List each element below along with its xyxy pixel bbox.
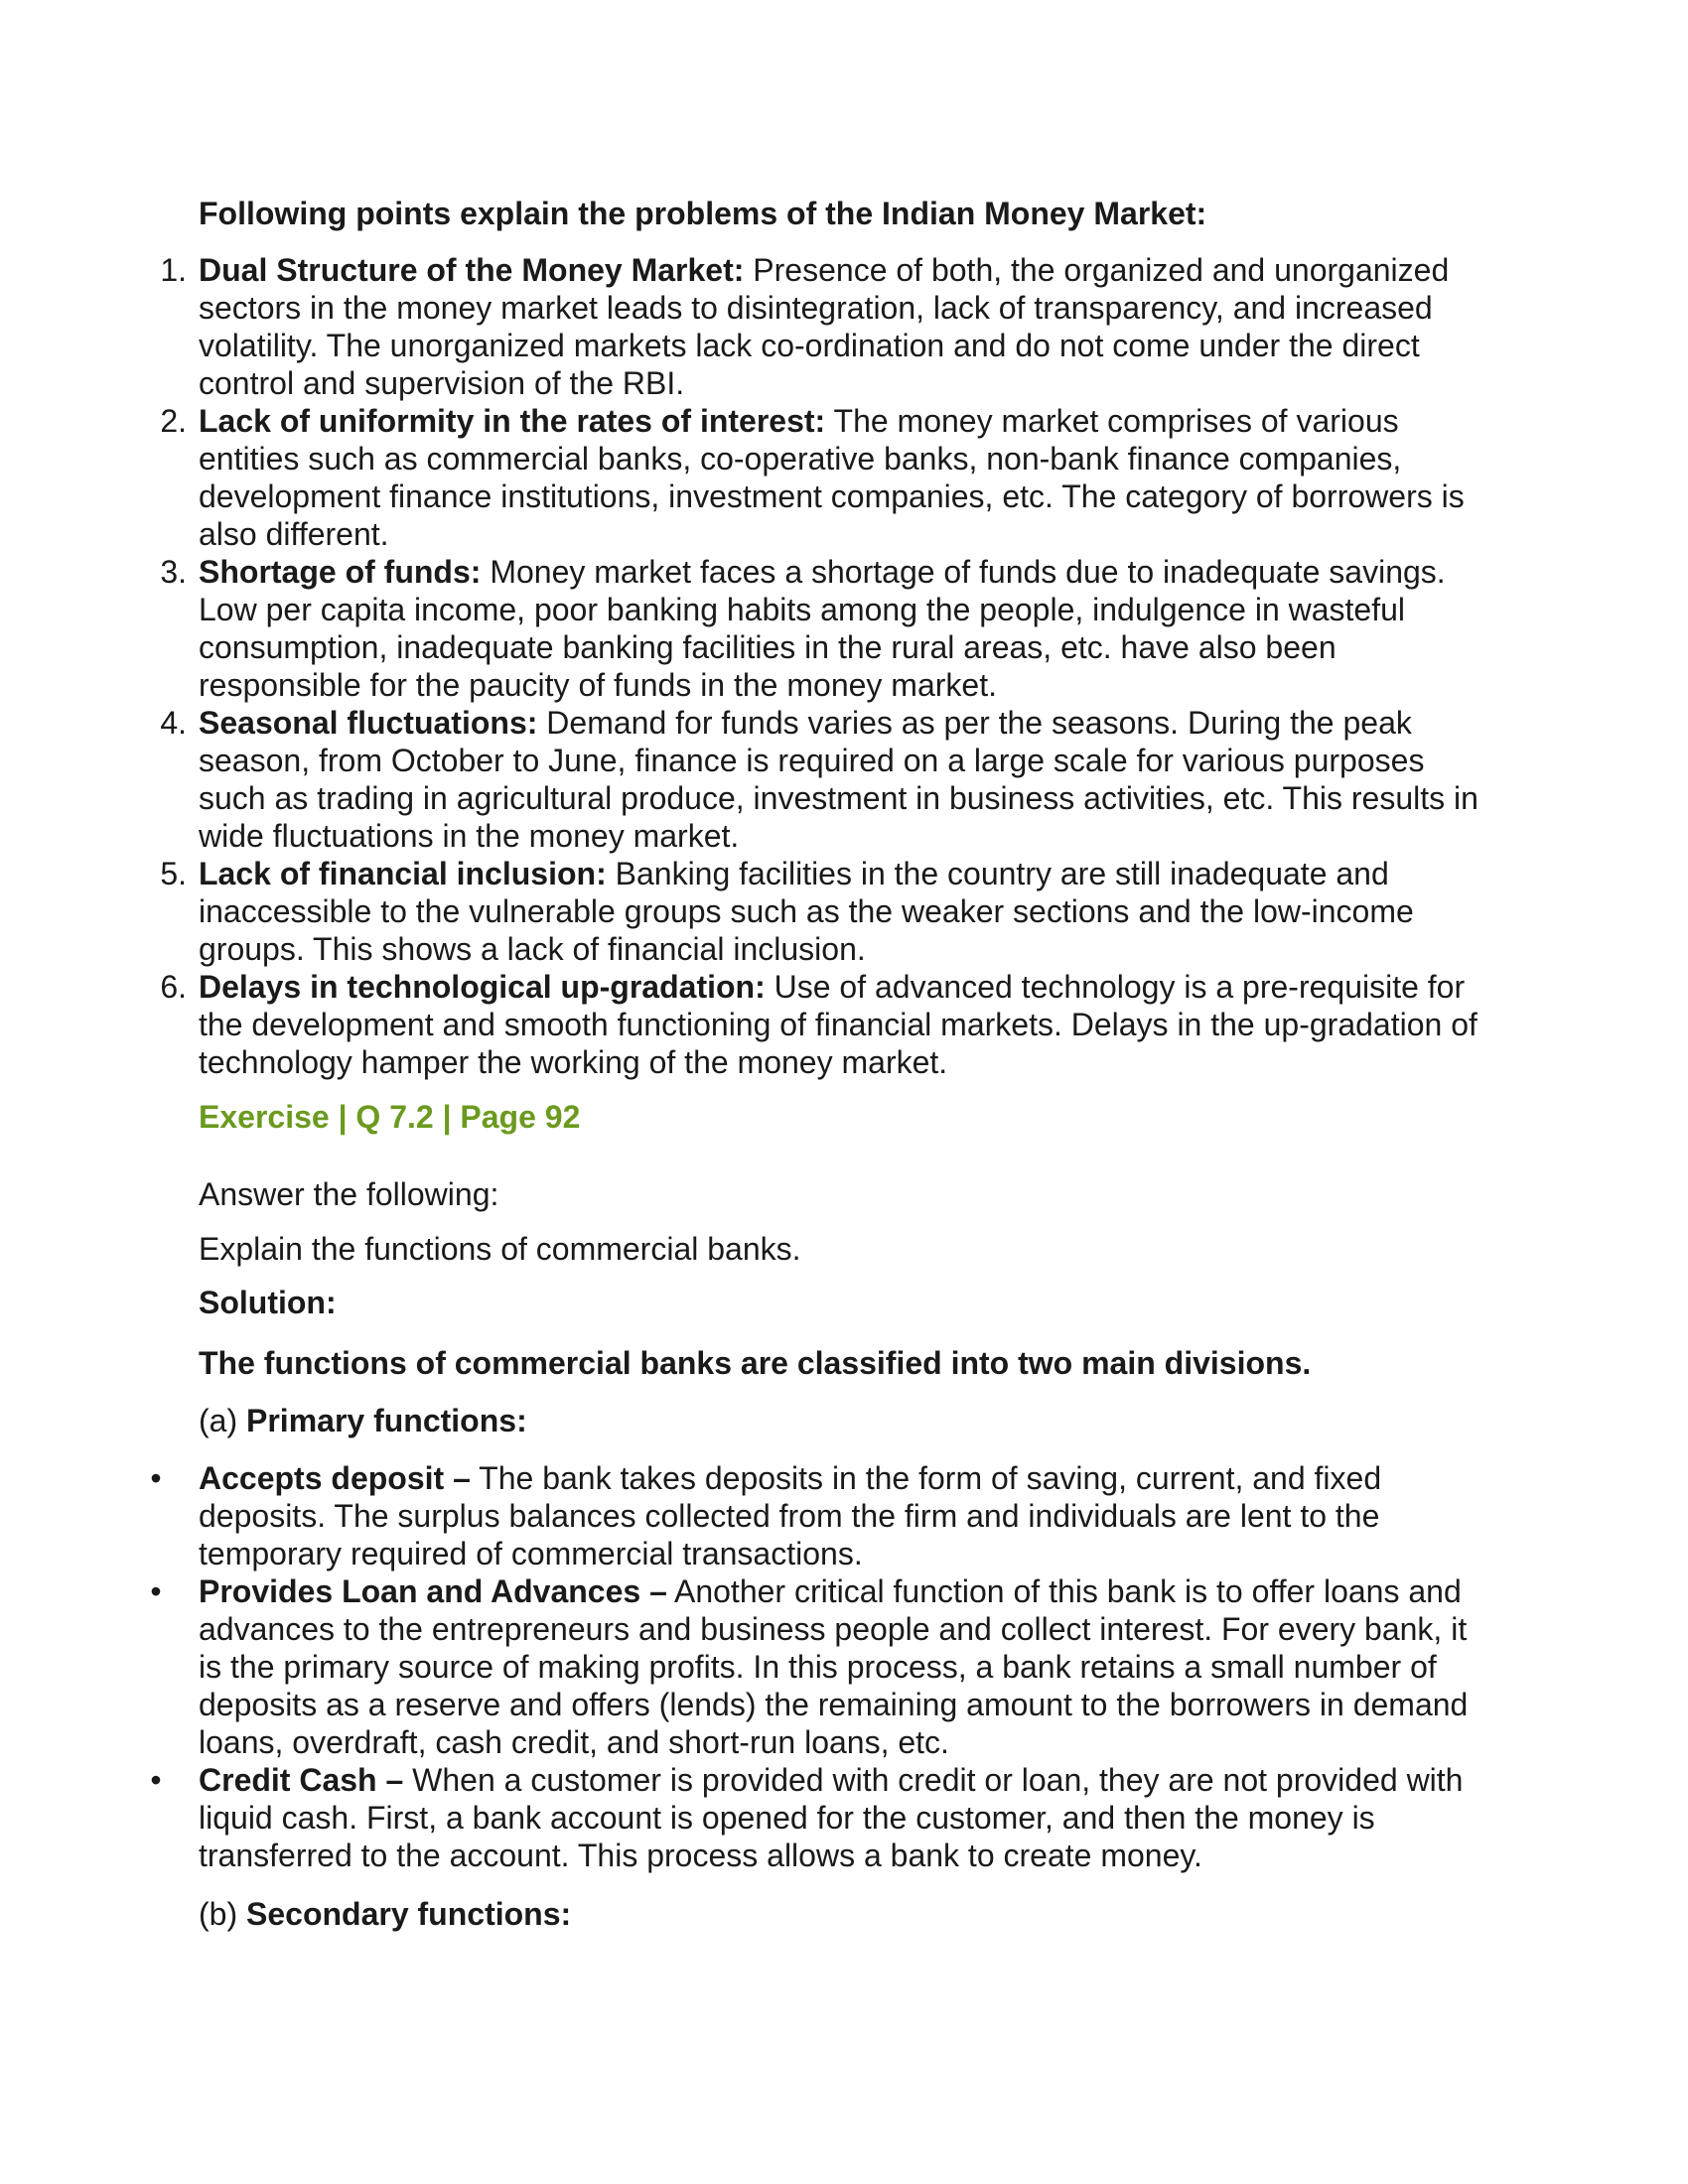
point-text: Banking facilities in the country are still inadequate and inaccessible to the vulnerable groups such as the weaker sections and the low-income groups. This shows a lack of financial inclusion. (199, 856, 1414, 967)
point-text: Demand for funds varies as per the seasons. During the peak season, from October to June, finance is required on a large scale for various purposes such as trading in agricultural produce, investment in business activities, etc. This results in wide fluctuations in the money market. (199, 705, 1478, 854)
list-item (150, 1572, 1494, 1761)
list-item (160, 251, 1494, 402)
classification-text: The functions of commercial banks are classified into two main divisions. (199, 1345, 1312, 1381)
point-title: Lack of financial inclusion: (199, 856, 607, 891)
problems-list (160, 251, 1494, 1081)
bullet-title: Accepts deposit – (199, 1460, 471, 1496)
primary-functions-heading (199, 1402, 1494, 1439)
bullet-icon: • (150, 1573, 162, 1609)
exercise-heading: Exercise | Q 7.2 | Page 92 (199, 1099, 581, 1135)
bullet-text: Another critical function of this bank is to offer loans and advances to the entrepreneurs and business people and collect interest. For every bank, it is the primary source of making profits. In this process, a bank retains a small number of deposits as a reserve and offers (lends) the remaining amount to the borrowers in demand loans, overdraft, cash credit, and short-run loans, etc. (199, 1573, 1469, 1760)
point-title: Shortage of funds: (199, 554, 482, 590)
list-number: 6. (160, 969, 187, 1005)
bullet-title: Provides Loan and Advances – (199, 1573, 667, 1609)
answer-intro: Answer the following: (199, 1176, 499, 1212)
point-title: Seasonal fluctuations: (199, 705, 538, 741)
bullet-title: Credit Cash – (199, 1762, 404, 1798)
bullet-icon: • (150, 1762, 162, 1798)
list-number: 4. (160, 705, 187, 741)
secondary-label: Secondary functions: (246, 1896, 572, 1932)
primary-prefix: (a) (199, 1403, 246, 1438)
point-text: Use of advanced technology is a pre-requisite for the development and smooth functioning of financial markets. Delays in the up-gradation of technology hamper the working of the money market. (199, 969, 1477, 1080)
secondary-functions-heading (199, 1895, 1494, 1933)
primary-functions-list (150, 1459, 1494, 1874)
point-title: Lack of uniformity in the rates of interest: (199, 403, 826, 439)
primary-label: Primary functions: (246, 1403, 527, 1438)
list-number: 3. (160, 554, 187, 590)
document-content (150, 195, 1494, 1933)
list-number: 2. (160, 403, 187, 439)
bullet-icon: • (150, 1460, 162, 1496)
list-item (150, 1761, 1494, 1874)
list-item (160, 968, 1494, 1081)
point-title: Delays in technological up-gradation: (199, 969, 766, 1005)
list-item (160, 704, 1494, 855)
list-item (160, 553, 1494, 704)
list-number: 1. (160, 252, 187, 288)
question-text: Explain the functions of commercial banks. (199, 1231, 801, 1267)
point-text: Presence of both, the organized and unorganized sectors in the money market leads to disintegration, lack of transparency, and increased volatility. The unorganized markets lack co-ordination and do not come under the direct control and supervision of the RBI. (199, 252, 1450, 401)
point-text: Money market faces a shortage of funds due to inadequate savings. Low per capita income, poor banking habits among the people, indulgence in wasteful consumption, inadequate banking facilities in the rural areas, etc. have also been responsible for the paucity of funds in the money market. (199, 554, 1446, 703)
list-item (160, 402, 1494, 553)
point-title: Dual Structure of the Money Market: (199, 252, 745, 288)
bullet-text: The bank takes deposits in the form of saving, current, and fixed deposits. The surplus balances collected from the firm and individuals are lent to the temporary required of commercial transactions. (199, 1460, 1382, 1571)
bullet-text: When a customer is provided with credit or loan, they are not provided with liquid cash. First, a bank account is opened for the customer, and then the money is transferred to the account. This process allows a bank to create money. (199, 1762, 1464, 1873)
list-number: 5. (160, 856, 187, 891)
secondary-prefix: (b) (199, 1896, 246, 1932)
list-item (150, 1459, 1494, 1572)
solution-label: Solution: (199, 1285, 337, 1320)
section-heading: Following points explain the problems of the Indian Money Market: (199, 196, 1207, 231)
list-item (160, 855, 1494, 968)
point-text: The money market comprises of various entities such as commercial banks, co-operative banks, non-bank finance companies, development finance institutions, investment companies, etc. The category of borrowers is also different. (199, 403, 1465, 552)
